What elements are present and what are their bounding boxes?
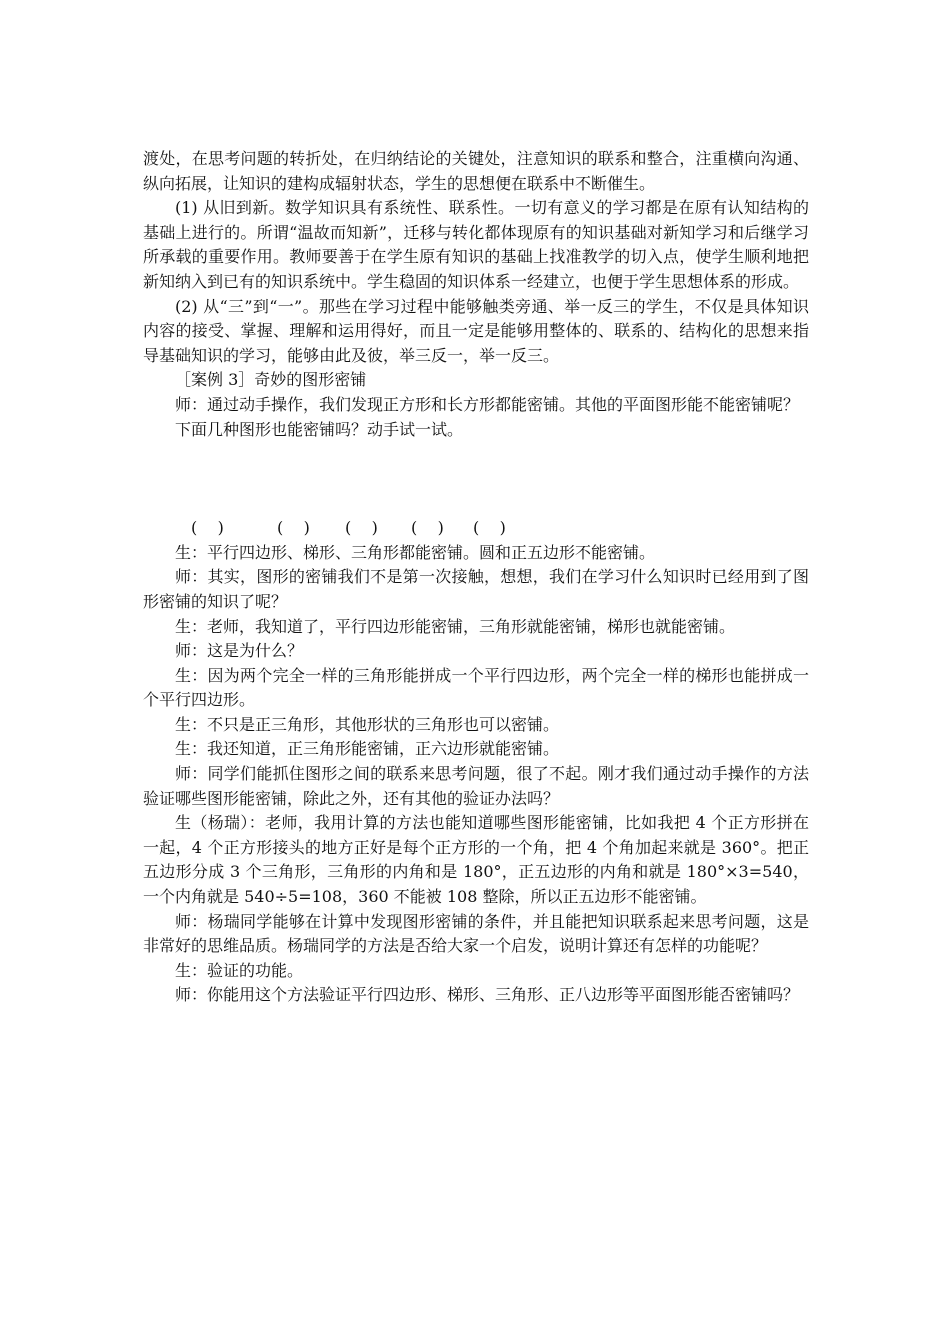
dialogue-line: 生：老师，我知道了，平行四边形能密铺，三角形就能密铺，梯形也就能密铺。 (175, 616, 736, 636)
dialogue-line: 师：你能用这个方法验证平行四边形、梯形、三角形、正八边形等平面图形能否密铺吗？ (175, 985, 800, 1005)
figure-placeholder-space (143, 442, 809, 516)
answer-blank: ( ) (277, 518, 310, 538)
dialogue-line: 生：不只是正三角形，其他形状的三角形也可以密铺。 (175, 714, 560, 734)
answer-blank: ( ) (473, 518, 506, 538)
instruction-line: 下面几种图形也能密铺吗？动手试一试。 (175, 419, 464, 439)
dialogue-line: 生（杨瑞）：老师，我用计算的方法也能知道哪些图形能密铺，比如我把 4 个正方形拼在一起，4 个正方形接头的地方正好是每个正方形的一个角，把 4 个角加起来就是 360°。把正五边形分成 3 个三角形，三角形的内角和是 180°，正五边形的内角和就是 180°×3=540，一个内角就是 540÷5=108，360 不能被 108 整除，所以正五边形不能密铺。 (143, 813, 809, 907)
answer-blanks-row (143, 516, 809, 541)
dialogue-line: 生：因为两个完全一样的三角形能拼成一个平行四边形，两个完全一样的梯形也能拼成一个平行四边形。 (143, 665, 809, 710)
dialogue-line: 生：平行四边形、梯形、三角形都能密铺。圆和正五边形不能密铺。 (175, 542, 656, 562)
answer-blank: ( ) (191, 518, 224, 538)
case-title: ［案例 3］奇妙的图形密铺 (175, 370, 367, 390)
document-page (143, 147, 809, 1008)
dialogue-line: 师：通过动手操作，我们发现正方形和长方形都能密铺。其他的平面图形能不能密铺呢？ (175, 394, 800, 414)
dialogue-line: 生：我还知道，正三角形能密铺，正六边形就能密铺。 (175, 739, 560, 759)
paragraphs-before (143, 147, 809, 442)
paragraph-old-to-new: (1) 从旧到新。数学知识具有系统性、联系性。一切有意义的学习都是在原有认知结构的基础上进行的。所谓“温故而知新”，迁移与转化都体现原有的知识基础对新知学习和后继学习所承载的重要作用。教师要善于在学生原有知识的基础上找准教学的切入点，使学生顺利地把新知纳入到已有的知识系统中。学生稳固的知识体系一经建立，也便于学生思想体系的形成。 (143, 198, 809, 291)
paragraph-continuation: 渡处，在思考问题的转折处，在归纳结论的关键处，注意知识的联系和整合，注重横向沟通、纵向拓展，让知识的建构成辐射状态，学生的思想便在联系中不断催生。 (143, 149, 809, 193)
dialogue-line: 生：验证的功能。 (175, 960, 304, 980)
answer-blank: ( ) (411, 518, 444, 538)
dialogue-line: 师：同学们能抓住图形之间的联系来思考问题，很了不起。刚才我们通过动手操作的方法验证哪些图形能密铺，除此之外，还有其他的验证办法吗？ (143, 764, 809, 808)
paragraph-three-to-one: (2) 从“三”到“一”。那些在学习过程中能够触类旁通、举一反三的学生，不仅是具体知识内容的接受、掌握、理解和运用得好，而且一定是能够用整体的、联系的、结构化的思想来指导基础知识的学习，能够由此及彼，举三反一，举一反三。 (143, 296, 809, 365)
dialogue-line: 师：这是为什么？ (175, 641, 304, 661)
paragraphs-after (143, 541, 809, 1008)
answer-blank: ( ) (345, 518, 378, 538)
dialogue-line: 师：其实，图形的密铺我们不是第一次接触，想想，我们在学习什么知识时已经用到了图形密铺的知识了呢？ (143, 567, 809, 611)
dialogue-line: 师：杨瑞同学能够在计算中发现图形密铺的条件，并且能把知识联系起来思考问题，这是非常好的思维品质。杨瑞同学的方法是否给大家一个启发，说明计算还有怎样的功能呢？ (143, 911, 809, 956)
